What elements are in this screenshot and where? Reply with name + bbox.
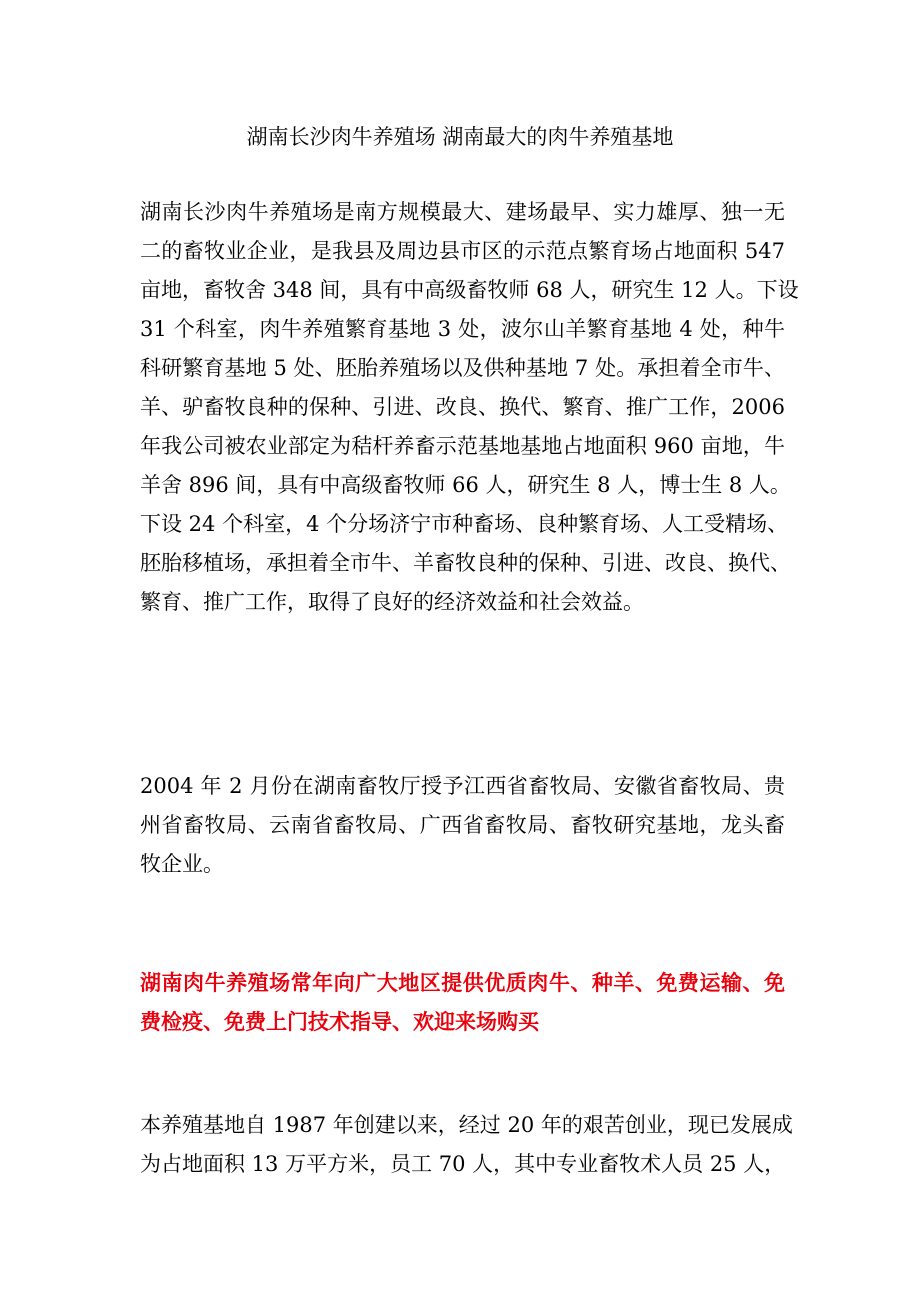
text-line: 亩地，畜牧舍 348 间，具有中高级畜牧师 68 人，研究生 12 人。下设	[140, 278, 799, 302]
text-line: 州省畜牧局、云南省畜牧局、广西省畜牧局、畜牧研究基地，龙头畜	[140, 813, 785, 837]
text-line: 本养殖基地自 1987 年创建以来，经过 20 年的艰苦创业，现已发展成	[140, 1113, 793, 1137]
text-line: 羊、驴畜牧良种的保种、引进、改良、换代、繁育、推广工作，2006	[140, 395, 785, 419]
text-line: 费检疫、免费上门技术指导、欢迎来场购买	[140, 1009, 539, 1034]
text-line: 湖南长沙肉牛养殖场是南方规模最大、建场最早、实力雄厚、独一无	[140, 200, 785, 224]
text-line: 羊舍 896 间，具有中高级畜牧师 66 人，研究生 8 人，博士生 8 人。	[140, 473, 791, 497]
text-line: 为占地面积 13 万平方米，员工 70 人，其中专业畜牧术人员 25 人，	[140, 1152, 786, 1176]
text-line: 胚胎移植场，承担着全市牛、羊畜牧良种的保种、引进、改良、换代、	[140, 551, 791, 575]
text-line: 二的畜牧业企业，是我县及周边县市区的示范点繁育场占地面积 547	[140, 239, 785, 263]
text-line: 下设 24 个科室，4 个分场济宁市种畜场、良种繁育场、人工受精场、	[140, 512, 789, 536]
paragraph-intro	[140, 193, 799, 622]
text-line: 31 个科室，肉牛养殖繁育基地 3 处，波尔山羊繁育基地 4 处，种牛	[140, 317, 785, 341]
text-line: 2004 年 2 月份在湖南畜牧厅授予江西省畜牧局、安徽省畜牧局、贵	[140, 774, 785, 798]
paragraph-history	[140, 1106, 793, 1184]
paragraph-awards	[140, 767, 785, 884]
text-line: 年我公司被农业部定为秸杆养畜示范基地基地占地面积 960 亩地，牛	[140, 434, 785, 458]
text-line: 牧企业。	[140, 852, 224, 876]
text-line: 科研繁育基地 5 处、胚胎养殖场以及供种基地 7 处。承担着全市牛、	[140, 356, 785, 380]
text-line: 湖南肉牛养殖场常年向广大地区提供优质肉牛、种羊、免费运输、免	[140, 970, 785, 995]
paragraph-highlight	[140, 963, 785, 1041]
text-line: 繁育、推广工作，取得了良好的经济效益和社会效益。	[140, 590, 644, 614]
document-title: 湖南长沙肉牛养殖场 湖南最大的肉牛养殖基地	[246, 125, 674, 149]
